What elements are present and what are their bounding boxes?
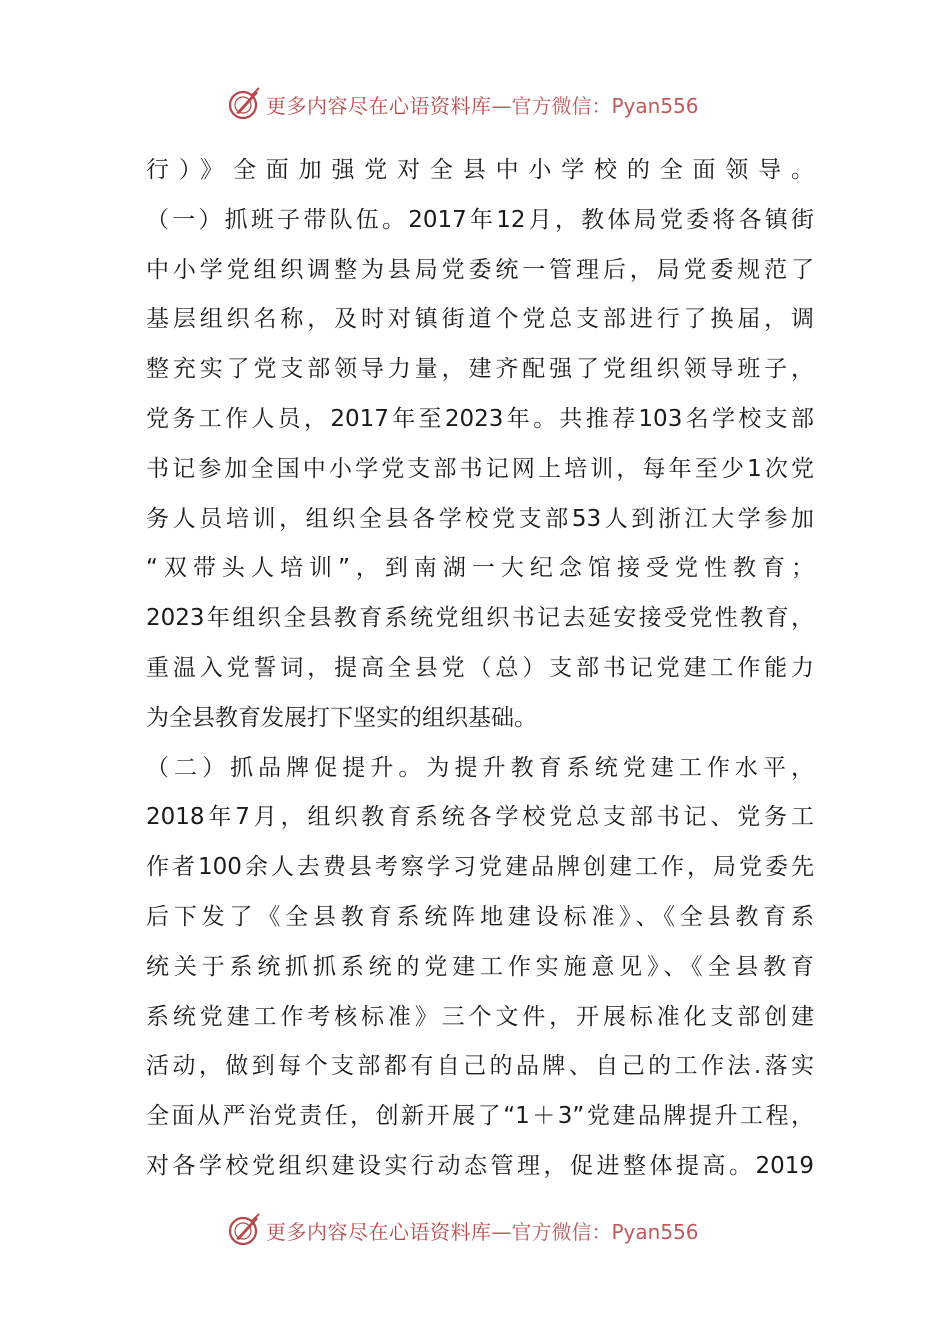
body-line: 后下发了《全县教育系统阵地建设标准》、《全县教育系 bbox=[146, 903, 814, 930]
document-body bbox=[146, 146, 814, 1192]
body-line: 活动，做到每个支部都有自己的品牌、自己的工作法.落实 bbox=[146, 1053, 814, 1080]
watermark-site-text: 更多内容尽在心语资料库 bbox=[266, 1219, 492, 1244]
body-line: “双带头人培训”，到南湖一大纪念馆接受党性教育； bbox=[146, 555, 814, 582]
body-line: 中小学党组织调整为县局党委统一管理后，局党委规范了 bbox=[146, 256, 814, 283]
body-line: 书记参加全国中小学党支部书记网上培训，每年至少1次党 bbox=[146, 455, 814, 482]
body-line: 党务工作人员，2017年至2023年。共推荐103名学校支部 bbox=[146, 405, 814, 432]
body-line: 对各学校党组织建设实行动态管理，促进整体提高。2019 bbox=[146, 1152, 814, 1179]
watermark-banner-bottom bbox=[226, 1210, 699, 1250]
body-line: 统关于系统抓抓系统的党建工作实施意见》、《全县教育 bbox=[146, 953, 814, 980]
body-line: 全面从严治党责任，创新开展了“1＋3”党建品牌提升工程， bbox=[146, 1103, 814, 1130]
quill-seal-logo-icon bbox=[226, 1212, 262, 1248]
watermark-contact-text: —官方微信：Pyan556 bbox=[491, 93, 699, 118]
body-line: 重温入党誓词，提高全县党（总）支部书记党建工作能力 bbox=[146, 654, 814, 681]
body-line: 系统党建工作考核标准》三个文件，开展标准化支部创建 bbox=[146, 1003, 814, 1030]
body-line: 务人员培训，组织全县各学校党支部53人到浙江大学参加 bbox=[146, 505, 814, 532]
watermark-banner-top bbox=[226, 84, 699, 124]
body-line: 为全县教育发展打下坚实的组织基础。 bbox=[146, 704, 537, 731]
body-line: 2023年组织全县教育系统党组织书记去延安接受党性教育， bbox=[146, 605, 814, 632]
body-line: 2018年7月，组织教育系统各学校党总支部书记、党务工 bbox=[146, 804, 814, 831]
body-line: 整充实了党支部领导力量，建齐配强了党组织领导班子， bbox=[146, 356, 814, 383]
body-line: 作者100余人去费县考察学习党建品牌创建工作，局党委先 bbox=[146, 854, 814, 881]
body-line: 行）》全面加强党对全县中小学校的全面领导。 bbox=[146, 157, 814, 183]
body-line: （二）抓品牌促提升。为提升教育系统党建工作水平， bbox=[146, 754, 814, 781]
body-line: （一）抓班子带队伍。2017年12月，教体局党委将各镇街 bbox=[146, 206, 814, 233]
watermark-contact-text: —官方微信：Pyan556 bbox=[491, 1219, 699, 1244]
watermark-site-text: 更多内容尽在心语资料库 bbox=[266, 93, 492, 118]
body-line: 基层组织名称，及时对镇街道个党总支部进行了换届，调 bbox=[146, 306, 814, 333]
quill-seal-logo-icon bbox=[226, 86, 262, 122]
